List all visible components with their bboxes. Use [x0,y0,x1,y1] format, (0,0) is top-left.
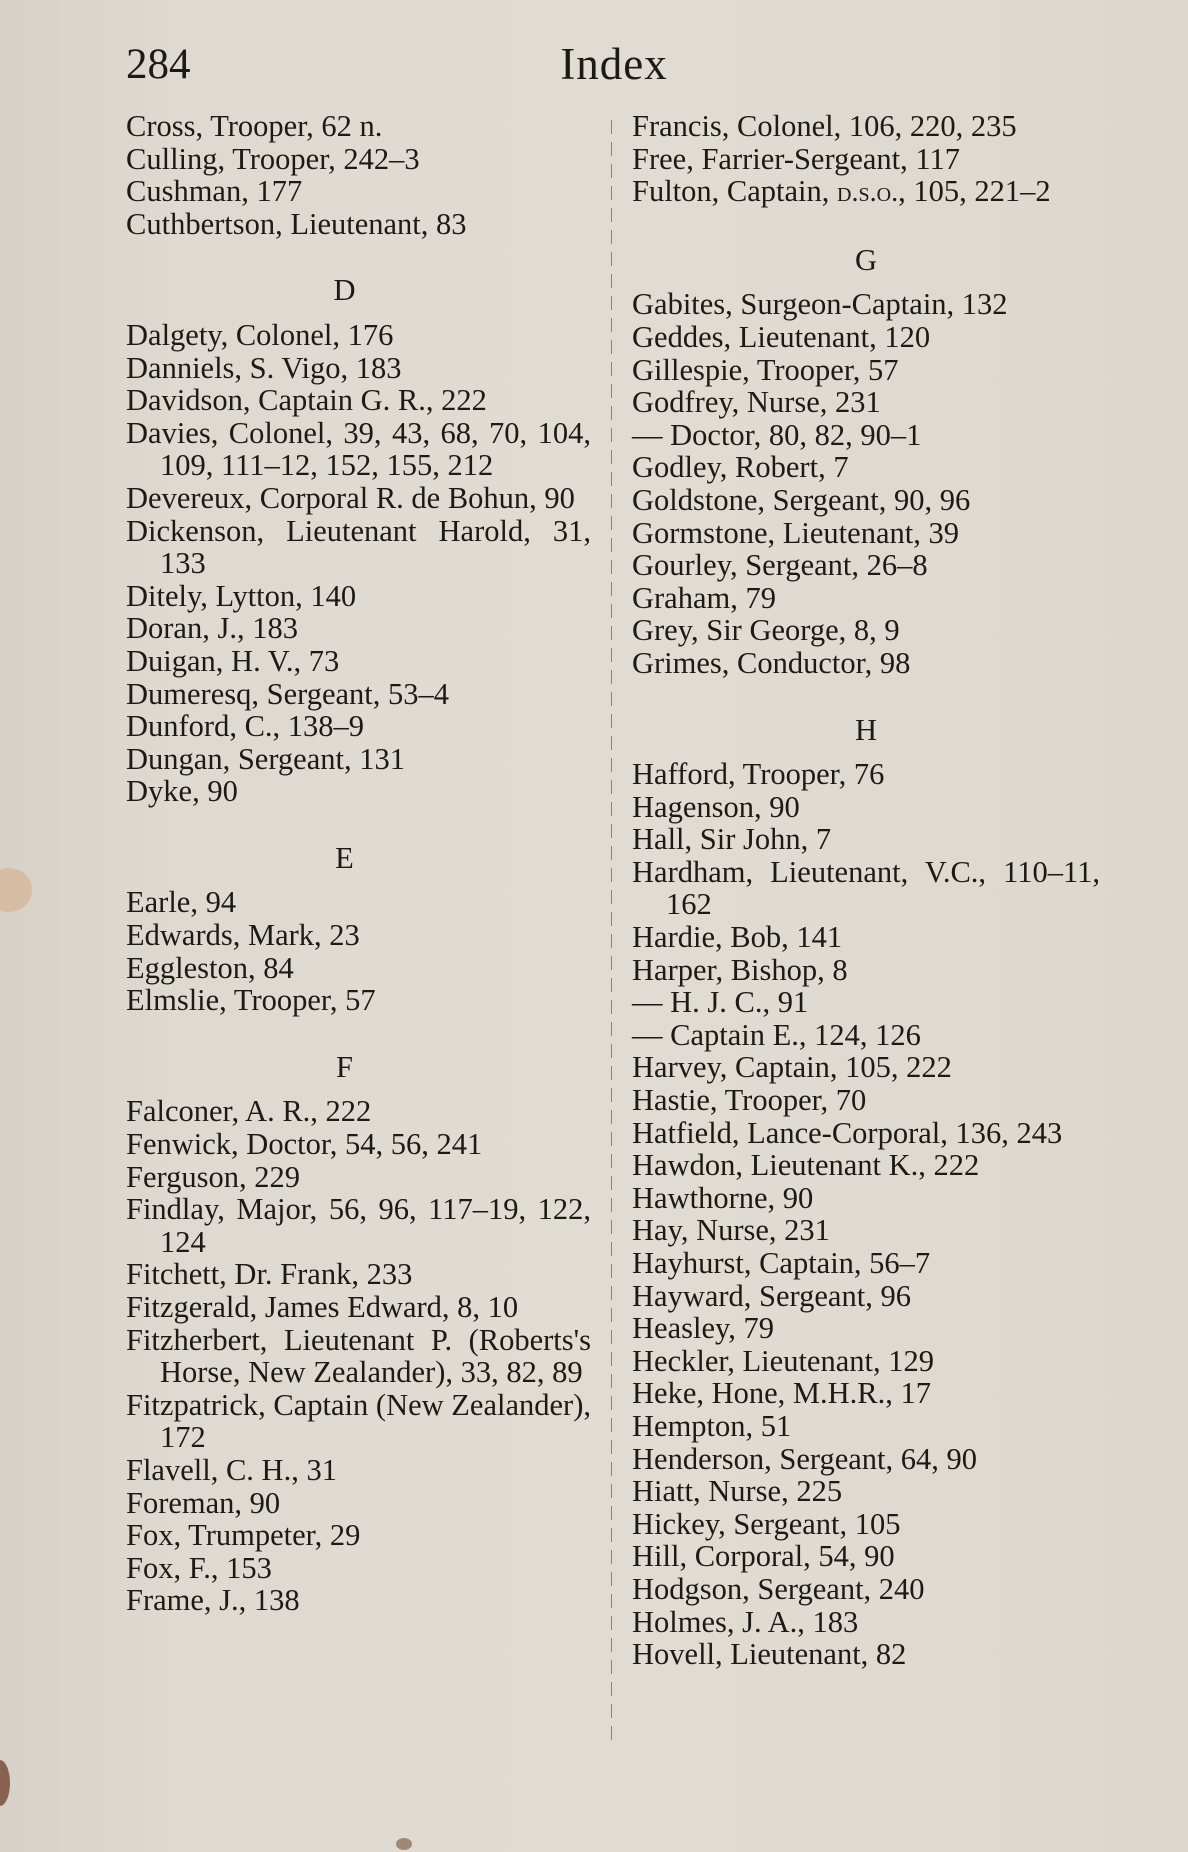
index-entry: Hafford, Trooper, 76 [632,757,885,792]
index-entry: Gormstone, Lieutenant, 39 [632,515,959,550]
section-letter: G [854,242,878,277]
index-entry: — Captain E., 124, 126 [632,1017,921,1052]
column-rule [611,120,612,1745]
index-entry: Hardham, Lieutenant, V.C., 110–11, 162 [632,854,1100,922]
index-entry: Free, Farrier-Sergeant, 117 [632,141,960,176]
index-entry: Hardie, Bob, 141 [632,920,843,955]
running-head: Index [560,39,668,89]
index-entry: Francis, Colonel, 106, 220, 235 [632,109,1017,143]
index-entry: Hall, Sir John, 7 [632,822,832,857]
index-entry: Heckler, Lieutenant, 129 [632,1343,934,1378]
index-entry: Hempton, 51 [632,1408,792,1443]
index-entry: Harvey, Captain, 105, 222 [632,1050,952,1085]
index-entry: Fitzgerald, James Edward, 8, 10 [126,1290,519,1324]
index-entry: Dunford, C., 138–9 [126,709,365,744]
index-entry: Earle, 94 [126,885,237,920]
index-entry: Danniels, S. Vigo, 183 [126,350,402,385]
index-entry: Fitzpatrick, Captain (New Zealander), 172 [126,1387,591,1455]
index-entry: Hodgson, Sergeant, 240 [632,1571,925,1606]
index-entry: Hill, Corporal, 54, 90 [632,1539,895,1574]
index-entry: Fox, F., 153 [126,1550,272,1585]
index-entry: Cushman, 177 [126,174,303,209]
index-entry: Fenwick, Doctor, 54, 56, 241 [126,1127,483,1162]
index-entry: Dickenson, Lieutenant Harold, 31, 133 [126,513,591,581]
index-entry: Goldstone, Sergeant, 90, 96 [632,482,971,517]
index-entry: Grimes, Conductor, 98 [632,645,911,680]
index-entry: Foreman, 90 [126,1485,281,1520]
index-entry: Cross, Trooper, 62 n. [126,109,383,143]
index-entry: Harper, Bishop, 8 [632,952,848,987]
index-entry: Hawdon, Lieutenant K., 222 [632,1148,980,1183]
index-entry: Godley, Robert, 7 [632,450,849,485]
index-entry: Graham, 79 [632,580,776,615]
index-entry: Hayward, Sergeant, 96 [632,1278,911,1313]
index-entry: Hastie, Trooper, 70 [632,1083,867,1118]
entry-honorific: d.s.o. [837,177,899,209]
paper-stain [396,1838,412,1850]
index-entry: Grey, Sir George, 8, 9 [632,613,900,648]
section-letter: E [335,840,354,875]
section-letter: F [336,1049,353,1084]
index-entry: Fitzherbert, Lieutenant P. (Roberts's Horse, New Zealander), 33, 82, 89 [126,1322,591,1390]
index-entry: Devereux, Corporal R. de Bohun, 90 [126,480,575,515]
index-entry: Heke, Hone, M.H.R., 17 [632,1376,932,1411]
index-entry: Holmes, J. A., 183 [632,1604,859,1639]
index-entry [632,175,1100,210]
index-entry: Eggleston, 84 [126,950,294,985]
section-letter: H [854,712,878,747]
index-entry: Findlay, Major, 56, 96, 117–19, 122, 124 [126,1192,591,1259]
index-entry: Heasley, 79 [632,1311,775,1346]
index-entry: Hay, Nurse, 231 [632,1213,830,1248]
index-entry: Hagenson, 90 [632,789,800,824]
index-entry: Dalgety, Colonel, 176 [126,317,394,352]
section-letter: D [333,273,356,308]
index-entry: Ferguson, 229 [126,1159,300,1194]
index-entry: Dyke, 90 [126,774,238,809]
index-entry: Hatfield, Lance-Corporal, 136, 243 [632,1115,1063,1150]
paper-stain [0,868,32,912]
index-entry: Hovell, Lieutenant, 82 [632,1637,907,1672]
index-entry: Frame, J., 138 [126,1583,300,1618]
entry-text: Fulton, Captain, [632,174,838,209]
entry-pages: , 105, 221–2 [898,174,1051,209]
index-entry: Hickey, Sergeant, 105 [632,1506,901,1541]
index-entry: Doran, J., 183 [126,611,298,646]
index-entry: Henderson, Sergeant, 64, 90 [632,1441,978,1476]
paper-stain [0,1760,10,1806]
index-entry: Duigan, H. V., 73 [126,643,340,678]
index-column-left [126,110,591,1617]
index-entry: Hayhurst, Captain, 56–7 [632,1246,931,1280]
index-entry: Hawthorne, 90 [632,1180,814,1215]
index-entry: Cuthbertson, Lieutenant, 83 [126,206,467,241]
index-entry: Fox, Trumpeter, 29 [126,1518,361,1553]
index-entry: — H. J. C., 91 [632,985,809,1020]
index-entry: Dumeresq, Sergeant, 53–4 [126,676,450,711]
index-entry: Flavell, C. H., 31 [126,1452,337,1487]
index-entry: Culling, Trooper, 242–3 [126,141,420,176]
index-entry: Dungan, Sergeant, 131 [126,741,405,776]
index-entry: Gabites, Surgeon-Captain, 132 [632,287,1008,322]
index-entry: Geddes, Lieutenant, 120 [632,319,931,354]
index-entry: Edwards, Mark, 23 [126,918,360,953]
index-entry: Ditely, Lytton, 140 [126,578,357,613]
index-column-right [632,110,1100,1671]
index-entry: Hiatt, Nurse, 225 [632,1474,843,1509]
index-entry: Fitchett, Dr. Frank, 233 [126,1257,413,1292]
index-entry: Davidson, Captain G. R., 222 [126,383,487,418]
index-entry: Elmslie, Trooper, 57 [126,983,376,1018]
index-entry: — Doctor, 80, 82, 90–1 [632,417,922,452]
page-number: 284 [126,41,191,88]
index-entry: Godfrey, Nurse, 231 [632,385,881,420]
index-entry: Gourley, Sergeant, 26–8 [632,548,928,583]
index-entry: Gillespie, Trooper, 57 [632,352,899,387]
index-entry: Falconer, A. R., 222 [126,1094,372,1129]
index-entry: Davies, Colonel, 39, 43, 68, 70, 104, 109, 111–12, 152, 155, 212 [126,415,591,483]
